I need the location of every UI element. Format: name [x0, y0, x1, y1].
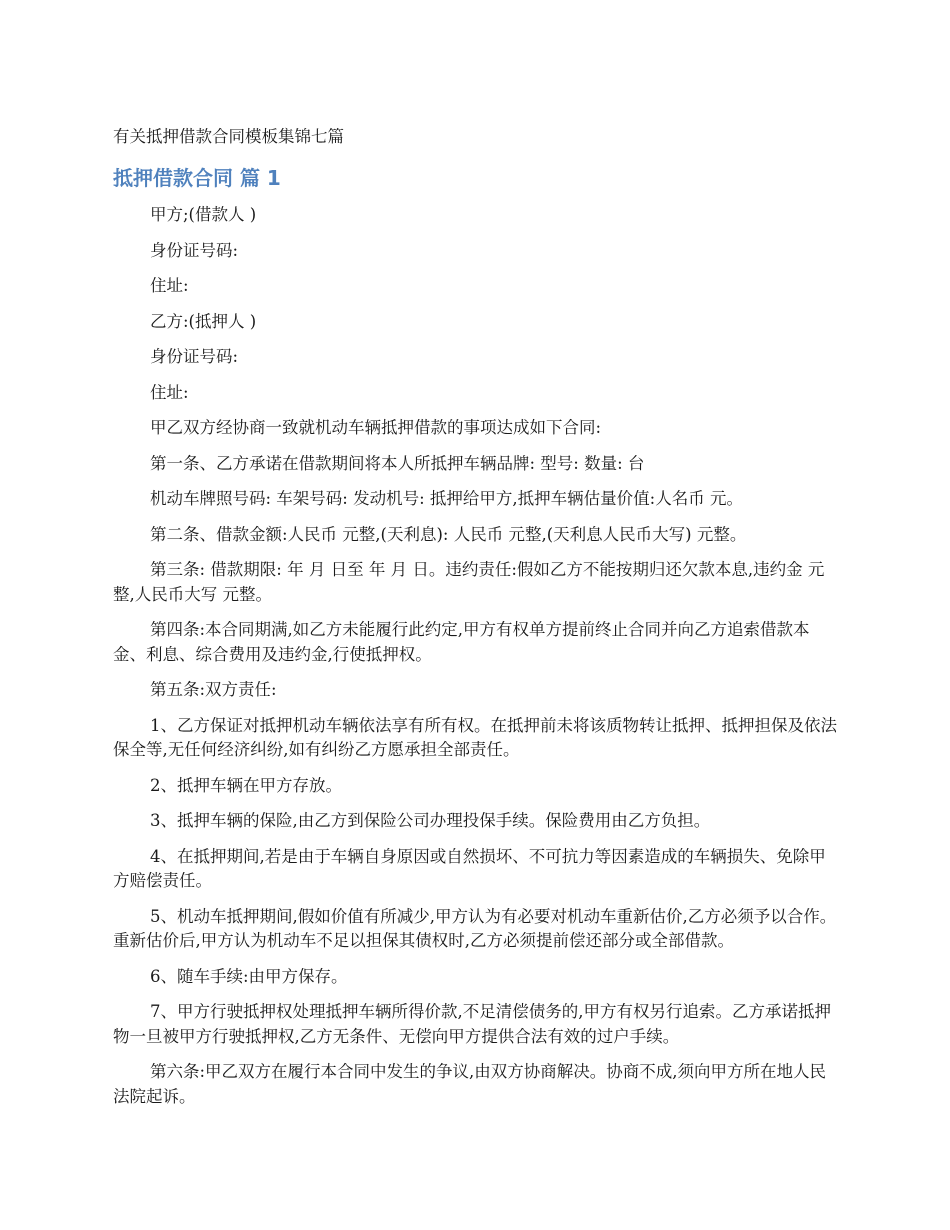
paragraph-clause-6: 6、随车手续:由甲方保存。 — [150, 966, 348, 986]
paragraph-party-b-id: 身份证号码: — [150, 347, 239, 366]
paragraph-clause-2: 2、抵押车辆在甲方存放。 — [150, 775, 342, 795]
paragraph-party-b: 乙方:(抵押人 ) — [150, 311, 257, 331]
paragraph-clause-1: 1、乙方保证对抵押机动车辆依法享有所有权。在抵押前未将该质物转让抵押、抵押担保及依法保全等,无任何经济纠纷,如有纠纷乙方愿承担全部责任。 — [113, 715, 837, 759]
contract-body — [113, 203, 838, 1120]
paragraph-party-b-address: 住址: — [150, 382, 189, 402]
paragraph-clause-4: 4、在抵押期间,若是由于车辆自身原因或自然损坏、不可抗力等因素造成的车辆损失、免除甲方赔偿责任。 — [113, 846, 826, 890]
paragraph-article-1: 第一条、乙方承诺在借款期间将本人所抵押车辆品牌: 型号: 数量: 台 — [150, 453, 645, 473]
paragraph-clause-3: 3、抵押车辆的保险,由乙方到保险公司办理投保手续。保险费用由乙方负担。 — [150, 811, 711, 830]
section-heading: 抵押借款合同 篇 1 — [113, 166, 281, 190]
paragraph-article-5: 第五条:双方责任: — [150, 680, 277, 699]
paragraph-party-a-id: 身份证号码: — [150, 240, 239, 260]
document-title: 有关抵押借款合同模板集锦七篇 — [113, 127, 344, 146]
paragraph-article-3: 第三条: 借款期限: 年 月 日至 年 月 日。违约责任:假如乙方不能按期归还欠款本息,违约金 元整,人民币大写 元整。 — [113, 560, 825, 604]
paragraph-clause-5: 5、机动车抵押期间,假如价值有所减少,甲方认为有必要对机动车重新估价,乙方必须予以合作。重新估价后,甲方认为机动车不足以担保其债权时,乙方必须提前偿还部分或全部借款。 — [113, 906, 837, 950]
paragraph-agreement-intro: 甲乙双方经协商一致就机动车辆抵押借款的事项达成如下合同: — [150, 418, 602, 437]
paragraph-article-4: 第四条:本合同期满,如乙方未能履行此约定,甲方有权单方提前终止合同并向乙方追索借款本金、利息、综合费用及违约金,行使抵押权。 — [113, 620, 810, 664]
paragraph-article-2: 第二条、借款金额:人民币 元整,(天利息): 人民币 元整,(天利息人民币大写) 元整。 — [150, 524, 747, 544]
paragraph-article-6: 第六条:甲乙双方在履行本合同中发生的争议,由双方协商解决。协商不成,须向甲方所在地人民法院起诉。 — [113, 1062, 827, 1106]
paragraph-party-a-address: 住址: — [150, 276, 189, 295]
paragraph-party-a: 甲方;(借款人 ) — [150, 205, 257, 224]
paragraph-vehicle-info: 机动车牌照号码: 车架号码: 发动机号: 抵押给甲方,抵押车辆估量价值:人名币 元。 — [150, 489, 743, 508]
paragraph-clause-7: 7、甲方行驶抵押权处理抵押车辆所得价款,不足清偿债务的,甲方有权另行追索。乙方承诺抵押物一旦被甲方行驶抵押权,乙方无条件、无偿向甲方提供合法有效的过户手续。 — [113, 1002, 831, 1046]
